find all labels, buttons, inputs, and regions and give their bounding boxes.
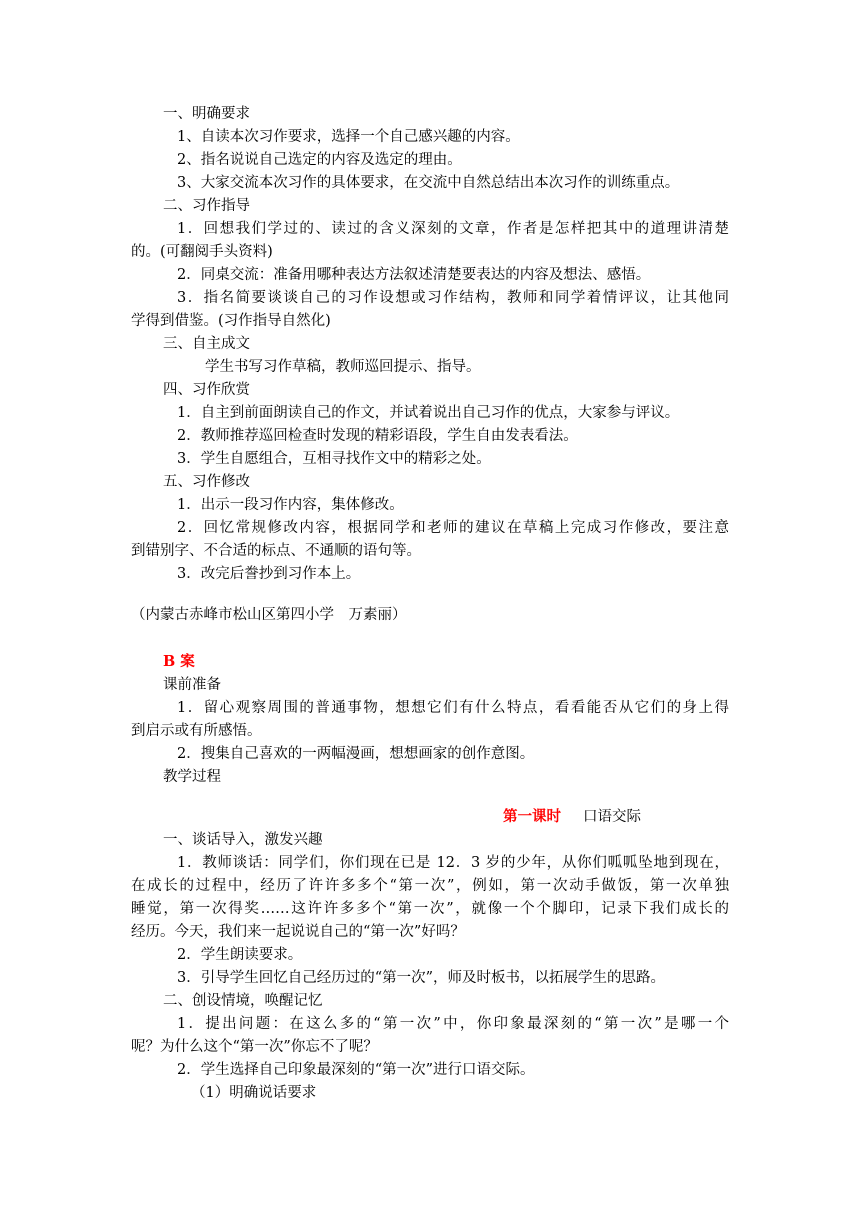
heading-writing-revision: 五、习作修改 [163, 474, 250, 490]
paragraph-line: 到启示或有所感悟。 [131, 723, 262, 739]
heading-introduction: 一、谈话导入，激发兴趣 [163, 832, 323, 848]
paragraph-line: 2．回忆常规修改内容，根据同学和老师的建议在草稿上完成习作修改，要注意 [177, 520, 729, 536]
paragraph-line: 3．改完后誊抄到习作本上。 [177, 566, 361, 582]
paragraph-line: 1．回想我们学过的、读过的含义深刻的文章，作者是怎样把其中的道理讲清楚 [177, 221, 729, 237]
paragraph-line: 1．出示一段习作内容，集体修改。 [177, 497, 404, 513]
list-item: 1．自主到前面朗读自己的作文，并试着说出自己习作的优点，大家参与评议。 [177, 405, 680, 421]
heading-clarify-requirements: 一、明确要求 [163, 106, 250, 122]
paragraph-line: 1．留心观察周围的普通事物，想想它们有什么特点，看看能否从它们的身上得 [177, 700, 729, 716]
paragraph-line: 学得到借鉴。(习作指导自然化) [131, 313, 331, 329]
heading-writing-guidance: 二、习作指导 [163, 198, 250, 214]
paragraph-line: 的。(可翻阅手头资料) [131, 244, 273, 260]
paragraph-line: 到错别字、不合适的标点、不通顺的语句等。 [131, 543, 421, 559]
paragraph-line: 2．同桌交流：准备用哪种表达方法叙述清楚要表达的内容及想法、感悟。 [177, 267, 651, 283]
paragraph-line: 学生书写习作草稿，教师巡回提示、指导。 [205, 359, 481, 375]
list-item: 3、大家交流本次习作的具体要求，在交流中自然总结出本次习作的训练重点。 [177, 175, 680, 191]
paragraph-line: 1．提出问题：在这么多的“第一次”中，你印象最深刻的“第一次”是哪一个 [177, 1016, 729, 1032]
heading-class-preparation: 课前准备 [163, 677, 221, 693]
list-item: 2、指名说说自己选定的内容及选定的理由。 [177, 152, 462, 168]
heading-writing-appreciation: 四、习作欣赏 [163, 382, 250, 398]
heading-create-situation: 二、创设情境，唤醒记忆 [163, 993, 323, 1009]
paragraph-line: 在成长的过程中，经历了许许多多个“第一次”，例如，第一次动手做饭，第一次单独 [131, 878, 729, 894]
list-item: 2．教师推荐巡回检查时发现的精彩语段，学生自由发表看法。 [177, 428, 578, 444]
paragraph-line: 2．学生朗读要求。 [177, 947, 303, 963]
paragraph-line: 1．教师谈话：同学们，你们现在已是 12．3 岁的少年，从你们呱呱坠地到现在， [177, 855, 729, 871]
paragraph-line: 睡觉，第一次得奖……这许许多多个“第一次”，就像一个个脚印，记录下我们成长的 [131, 901, 729, 917]
paragraph-line: 经历。今天，我们来一起说说自己的“第一次”好吗？ [131, 924, 465, 940]
heading-teaching-process: 教学过程 [163, 769, 221, 785]
list-item: 3．学生自愿组合，互相寻找作文中的精彩之处。 [177, 451, 491, 467]
lesson-title: 口语交际 [583, 809, 641, 825]
paragraph-line: 2．学生选择自己印象最深刻的“第一次”进行口语交际。 [177, 1062, 535, 1078]
list-item: 1、自读本次习作要求，选择一个自己感兴趣的内容。 [177, 129, 520, 145]
lesson-label: 第一课时 [503, 808, 561, 825]
author-credit: （内蒙古赤峰市松山区第四小学 万素丽） [131, 607, 407, 623]
paragraph-line: 3．引导学生回忆自己经历过的“第一次”，师及时板书，以拓展学生的思路。 [177, 970, 666, 986]
paragraph-line: 2．搜集自己喜欢的一两幅漫画，想想画家的创作意图。 [177, 746, 535, 762]
section-b-title: B 案 [163, 653, 195, 670]
paragraph-line: （1）明确说话要求 [191, 1085, 317, 1101]
paragraph-line: 呢？为什么这个“第一次”你忘不了呢？ [131, 1039, 378, 1055]
paragraph-line: 3．指名简要谈谈自己的习作设想或习作结构，教师和同学着情评议，让其他同 [177, 290, 729, 306]
heading-independent-writing: 三、自主成文 [163, 336, 250, 352]
